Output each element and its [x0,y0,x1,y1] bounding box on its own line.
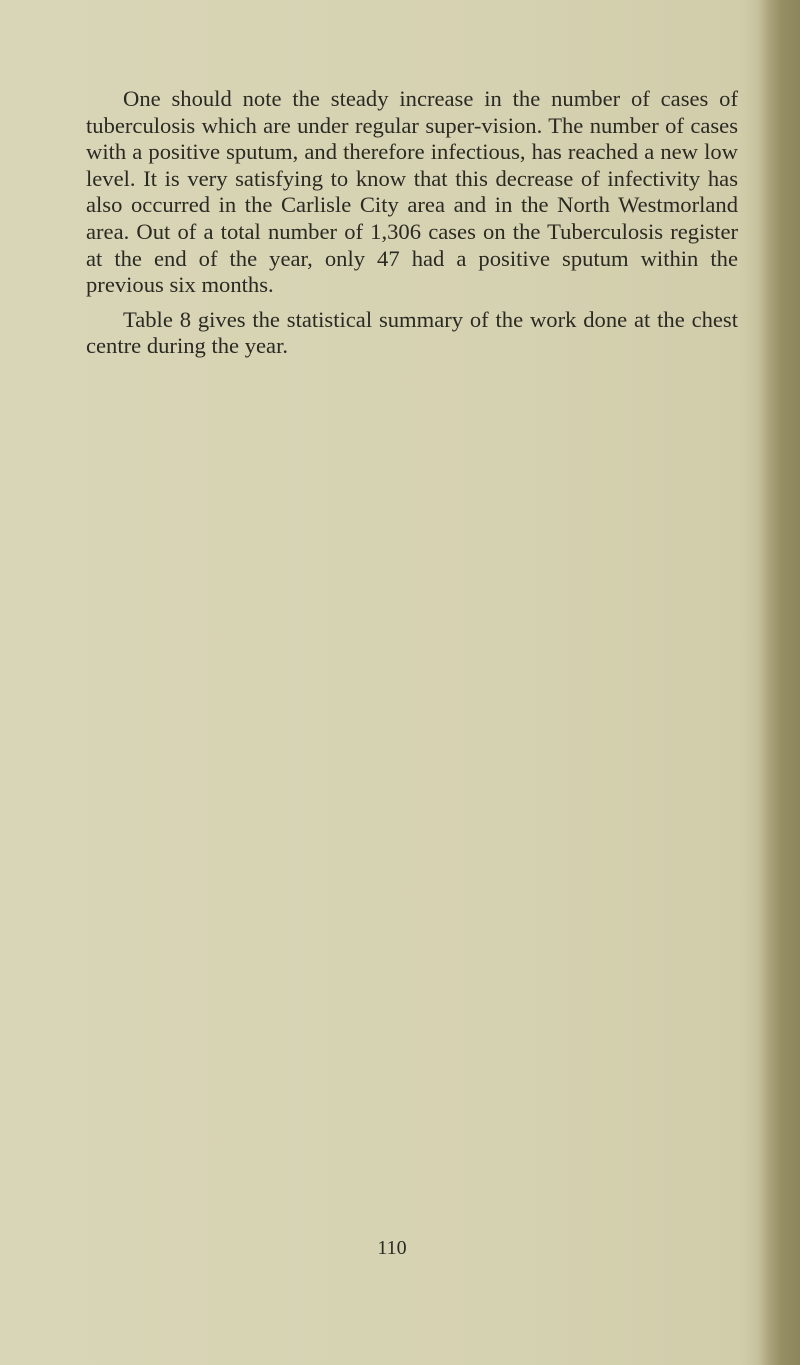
paragraph-tuberculosis-cases: One should note the steady increase in the number of cases of tuberculosis which are under regular super-vision. The number of cases with a positive sputum, and therefore infectious, has reached a new low level. It is very satisfying to know that this decrease of infectivity has also occurred in the Carlisle City area and in the North Westmorland area. Out of a total number of 1,306 cases on the Tuberculosis register at the end of the year, only 47 had a positive sputum within the previous six months. [86,86,738,298]
paragraph-table-reference: Table 8 gives the statistical summary of the work done at the chest centre during the year. [86,306,738,359]
page-number: 110 [377,1237,407,1259]
body-text [86,86,738,360]
